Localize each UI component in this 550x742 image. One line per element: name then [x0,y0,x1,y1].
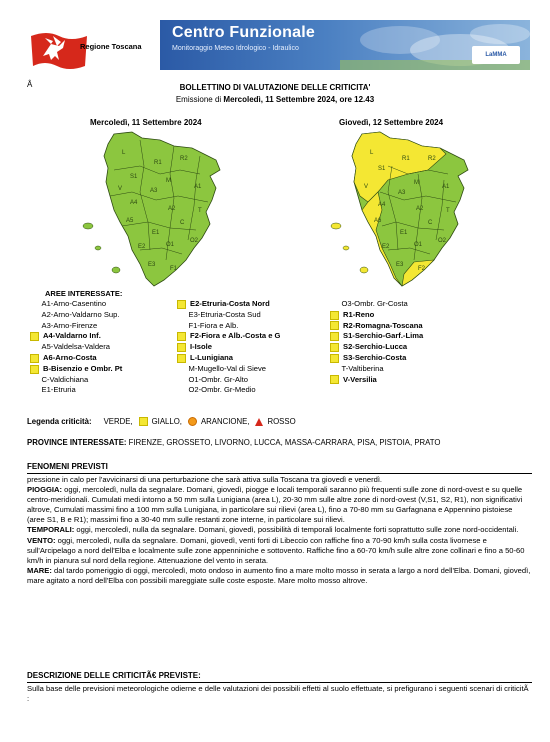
legend-arancione [188,417,250,426]
yellow-alert-square-icon [330,354,339,363]
tuscany-map-tomorrow [318,130,518,290]
area-item [330,375,423,386]
area-label: R2-Romagna-Toscana [343,320,423,330]
legend-arancione-text: ARANCIONE, [200,417,250,426]
area-item [30,342,122,353]
yellow-alert-square-icon [30,365,39,374]
area-label: F2-Fiora e Alb.-Costa e G [190,331,281,341]
area-label: S3-Serchio-Costa [343,352,407,362]
area-item [177,353,280,364]
svg-text:E3: E3 [148,262,156,268]
yellow-alert-square-icon [30,354,39,363]
temporali-text: oggi, mercoledì, nulla da segnalare. Domani, giovedì, possibilità di temporali localmente forti soprattutto sulle zone nord-occidentali. [74,525,519,535]
svg-text:A3: A3 [398,190,406,196]
legend-rosso-text: ROSSO [267,417,296,426]
emission-line [0,95,550,104]
pioggia-paragraph [27,485,532,525]
descrizione-divider [27,682,532,683]
yellow-alert-square-icon [330,343,339,352]
legend-giallo [139,417,182,426]
svg-text:O2: O2 [438,238,447,244]
centro-funzionale-banner [160,20,530,70]
area-item [30,385,122,396]
mare-text: dal tardo pomeriggio di oggi, mercoledì, moto ondoso in aumento fino a mare molto mosso in serata a largo a nord dell'Elba. Domani, giovedì, mare agitato a nord dell'Elba con possibili mareggiate sulle coste esposte. Mare molto mosso altrove. [27,565,531,585]
area-item [330,364,423,375]
map-title-tomorrow: Giovedì, 12 Settembre 2024 [339,118,444,127]
red-triangle-icon [255,418,263,426]
svg-text:V: V [118,186,123,192]
area-label: A3-Arno-Firenze [41,320,98,330]
yellow-alert-square-icon [330,332,339,341]
svg-text:M: M [166,178,171,184]
svg-text:E3: E3 [396,262,404,268]
svg-text:S1: S1 [378,166,386,172]
vento-paragraph [27,536,532,566]
svg-text:C: C [180,220,185,226]
area-item [330,353,423,364]
svg-text:F2: F2 [418,266,426,272]
pioggia-text: oggi, mercoledì, nulla da segnalare. Domani, giovedì, piogge e locali temporali saranno più frequenti sulle zone di nord-ovest e su quelle centro-meridionali. Cumulati medi intorno a 50 mm sulla Lunigiana (area L), 20-30 mm sulle altre zone di nord-ovest (V,S1, S2, R1), non significativi altrove, Cumulati massimi fino a 100 mm sulla Lunigiana, in particolare sui rilievi (area L), fino a 70-80 mm su Garfagnana e Appennino pistoiese (aree S1, B e R1); massimi fino a 30-40 mm sulle restanti zone interne, in particolare sui rilievi. [27,485,523,525]
legend-verde-text: VERDE, [103,417,133,426]
region-logo [25,20,155,72]
legend-rosso [255,417,295,426]
header [25,20,530,72]
area-label: E3-Etruria-Costa Sud [188,309,261,319]
area-item [177,331,280,342]
area-item [330,331,423,342]
area-label: R1-Reno [343,309,375,319]
mare-label: MARE: [27,565,52,575]
emission-prefix: Emissione di [175,95,224,104]
yellow-square-icon [139,417,148,426]
area-item [177,310,280,321]
temporali-paragraph [27,525,532,535]
descrizione-title: DESCRIZIONE DELLE CRITICITÃ€ PREVISTE: [27,671,201,680]
emission-date: Mercoledì, 11 Settembre 2024 [223,95,336,104]
area-label: O3-Ombr. Gr-Costa [341,299,408,308]
svg-text:O1: O1 [414,242,423,248]
area-item [30,321,122,332]
area-label: E2-Etruria-Costa Nord [190,299,270,308]
yellow-alert-square-icon [177,343,186,352]
area-item [177,321,280,332]
yellow-alert-square-icon [177,354,186,363]
stray-character: Â [27,80,33,89]
svg-text:E1: E1 [152,230,160,236]
province-line [27,438,440,447]
area-item [30,353,122,364]
areas-column-3 [330,299,423,385]
orange-circle-icon [188,417,197,426]
area-label: A4-Valdarno Inf. [43,331,101,341]
area-label: E1-Etruria [41,385,76,395]
svg-text:A2: A2 [168,206,176,212]
area-item [177,299,280,310]
area-label: O1-Ombr. Gr-Alto [188,374,248,384]
yellow-alert-square-icon [330,375,339,384]
svg-text:A1: A1 [442,184,450,190]
svg-text:L: L [122,150,126,156]
banner-title: Centro Funzionale [172,24,315,41]
area-item [177,375,280,386]
area-item [330,321,423,332]
area-label: V-Versilia [343,374,377,384]
svg-text:A1: A1 [194,184,202,190]
svg-text:A3: A3 [150,188,158,194]
svg-text:L: L [370,150,374,156]
legend-giallo-text: GIALLO, [151,417,182,426]
area-label: A2-Arno-Valdarno Sup. [41,309,120,319]
area-label: M-Mugello-Val di Sieve [188,363,267,373]
svg-text:A2: A2 [416,206,424,212]
vento-text: oggi, mercoledì, nulla da segnalare. Domani, giovedì, venti forti di Libeccio con raffiche fino a 70-90 km/h sulla costa livornese e sull'Arcipelago a nord dell'Elba e localmente sulle zone appenniniche e sottovento. Raffiche fino a 60-70 km/h sulle altre zone collinari e fino a 50-60 km/h in pianura sul nord della regione. Attenuazione del vento in serata. [27,535,525,565]
pioggia-label: PIOGGIA: [27,485,63,495]
area-label: S1-Serchio-Garf.-Lima [343,331,424,341]
region-name: Regione Toscana [80,42,142,51]
area-label: A5-Valdelsa-Valdera [41,342,111,352]
area-label: F1-Fiora e Alb. [188,320,239,330]
svg-text:R2: R2 [180,156,188,162]
area-item [30,331,122,342]
svg-text:A4: A4 [378,202,386,208]
svg-text:E2: E2 [382,244,390,250]
yellow-alert-square-icon [30,332,39,341]
area-label: O2-Ombr. Gr-Medio [188,385,256,395]
area-label: T-Valtiberina [341,363,384,373]
svg-text:O1: O1 [166,242,175,248]
area-item [30,364,122,375]
province-label: PROVINCE INTERESSATE: [27,438,127,447]
area-label: I-Isole [190,342,212,352]
map-title-today: Mercoledì, 11 Settembre 2024 [90,118,202,127]
legend [27,417,302,426]
temporali-label: TEMPORALI: [27,525,75,535]
emission-time: , ore 12.43 [335,95,375,104]
svg-text:S1: S1 [130,174,138,180]
area-item [177,385,280,396]
area-item [330,310,423,321]
mare-paragraph [27,566,532,586]
svg-text:T: T [198,208,202,214]
lamma-logo: LaMMA [472,46,520,64]
area-item [330,342,423,353]
area-label: B-Bisenzio e Ombr. Pt [43,363,123,373]
yellow-alert-square-icon [177,300,186,309]
svg-text:F1: F1 [170,266,178,272]
areas-column-1 [30,299,122,396]
svg-text:A4: A4 [130,200,138,206]
svg-text:E2: E2 [138,244,146,250]
area-item [30,375,122,386]
legend-label: Legenda criticità: [27,417,92,426]
bulletin-title: BOLLETTINO DI VALUTAZIONE DELLE CRITICITA' [179,83,371,92]
tuscany-map-today [70,130,270,290]
vento-label: VENTO: [27,535,56,545]
svg-text:E1: E1 [400,230,408,236]
area-label: L-Lunigiana [190,352,234,362]
area-item [30,299,122,310]
yellow-alert-square-icon [330,311,339,320]
banner-subtitle: Monitoraggio Meteo Idrologico - Idraulico [172,45,299,52]
svg-text:R1: R1 [402,156,410,162]
area-label: A6-Arno-Costa [43,352,97,362]
svg-text:A6: A6 [374,218,382,224]
svg-text:R2: R2 [428,156,436,162]
yellow-alert-square-icon [330,321,339,330]
svg-text:O2: O2 [190,238,199,244]
area-item [330,299,423,310]
fenomeni-body [27,475,532,586]
svg-text:V: V [364,184,369,190]
area-item [177,364,280,375]
fenomeni-intro: pressione in calo per l'avvicinarsi di una perturbazione che sarà attiva sulla Toscana tra giovedì e venerdì. [27,475,383,484]
legend-verde [104,417,133,426]
area-label: S2-Serchio-Lucca [343,342,408,352]
descrizione-text: Sulla base delle previsioni meteorologiche odierne e delle valutazioni dei possibili effetti al suolo effettuate, si prefigurano i seguenti scenari di criticitÃ : [27,684,529,704]
areas-header: AREE INTERESSATE: [45,289,123,298]
yellow-alert-square-icon [177,332,186,341]
province-value: FIRENZE, GROSSETO, LIVORNO, LUCCA, MASSA-CARRARA, PISA, PISTOIA, PRATO [126,438,441,447]
area-item [177,342,280,353]
svg-text:T: T [446,208,450,214]
area-label: C-Valdichiana [41,374,89,384]
fenomeni-divider [27,473,532,474]
areas-column-2 [177,299,280,396]
svg-text:C: C [428,220,433,226]
area-label: A1-Arno-Casentino [41,299,107,308]
svg-text:A5: A5 [126,218,134,224]
svg-text:R1: R1 [154,160,162,166]
svg-text:M: M [414,180,419,186]
area-item [30,310,122,321]
fenomeni-title: FENOMENI PREVISTI [27,462,108,471]
